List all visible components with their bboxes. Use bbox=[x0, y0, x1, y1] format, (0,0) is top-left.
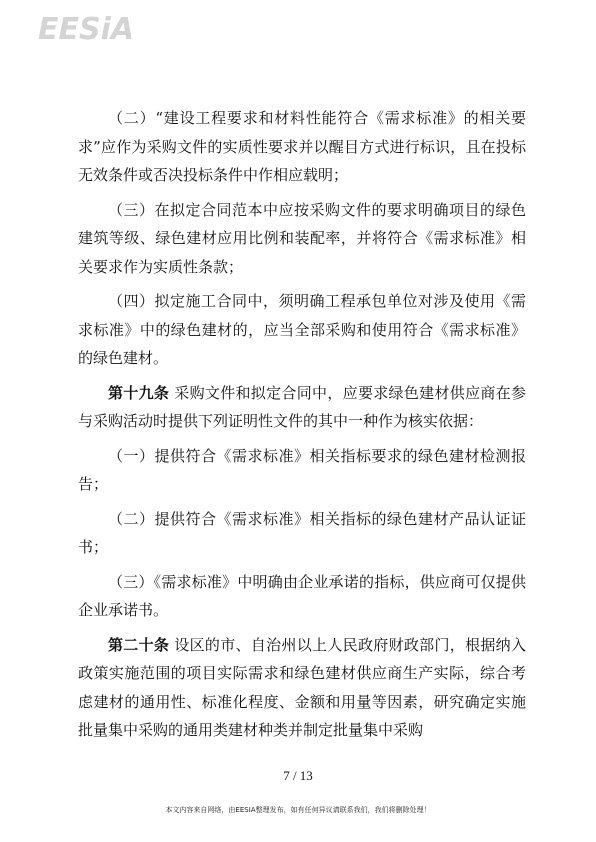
article-20: 第二十条 设区的市、自治州以上人民政府财政部门，根据纳入政策实施范围的项目实际需求和绿色建材供应商生产实际，综合考虑建材的通用性、标准化程度、金额和用量等因素，研究确定实施批量集中采购的通用类建材种类并制定批量集中采购 bbox=[78, 635, 526, 739]
article-19-heading: 第十九条 bbox=[108, 383, 170, 402]
document-body bbox=[78, 104, 526, 751]
paragraph-1: （二）“建设工程要求和材料性能符合《需求标准》的相关要求”应作为采购文件的实质性要求并以醒目方式进行标识，且在投标无效条件或否决投标条件中作相应载明； bbox=[78, 109, 526, 184]
article-20-heading: 第二十条 bbox=[108, 635, 170, 654]
paragraph-3: （四）拟定施工合同中，须明确工程承包单位对涉及使用《需求标准》中的绿色建材的，应当全部采购和使用符合《需求标准》的绿色建材。 bbox=[78, 292, 526, 367]
eesia-logo: EESiA bbox=[38, 12, 135, 47]
paragraph-5: （一）提供符合《需求标准》相关指标要求的绿色建材检测报告； bbox=[78, 446, 526, 493]
footer-disclaimer: 本文内容来自网络，由EESIA整理发布，如有任何异议请联系我们，我们将删除处理！ bbox=[165, 806, 431, 814]
paragraph-7: （三）《需求标准》中明确由企业承诺的指标，供应商可仅提供企业承诺书。 bbox=[78, 572, 526, 619]
article-19: 第十九条 采购文件和拟定合同中，应要求绿色建材供应商在参与采购活动时提供下列证明性文件的其中一种作为核实依据： bbox=[78, 383, 526, 430]
page-number: 7 / 13 bbox=[283, 768, 313, 783]
paragraph-6: （二）提供符合《需求标准》相关指标的绿色建材产品认证证书； bbox=[78, 509, 526, 556]
paragraph-2: （三）在拟定合同范本中应按采购文件的要求明确项目的绿色建筑等级、绿色建材应用比例和装配率，并将符合《需求标准》相关要求作为实质性条款； bbox=[78, 200, 526, 276]
